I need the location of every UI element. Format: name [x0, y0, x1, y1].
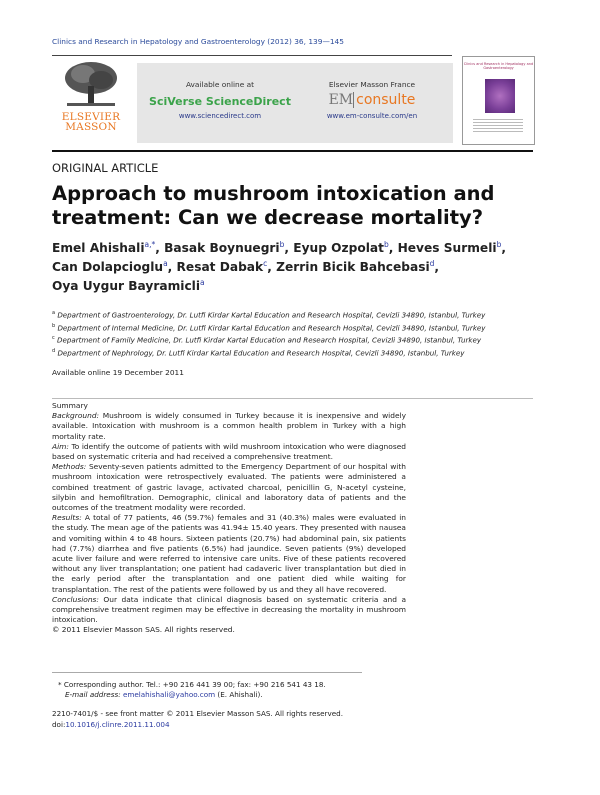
author: Heves Surmeli$^b$, [397, 240, 506, 256]
sciencedirect-logo: SciVerse ScienceDirect [149, 95, 291, 108]
emconsulte-link[interactable]: www.em-consulte.com/en [326, 112, 418, 120]
affiliation: $^a$ Department of Gastroenterology, Dr. Lutfi Kirdar Kartal Education and Research Hospital, Cevizli 34890, Istanbul, Turkey [52, 310, 486, 320]
abstract-aim: Aim: To identify the outcome of patients with wild mushroom intoxication who were diagnosed based on systematic criteria and had received a comprehensive treatment. [52, 441, 406, 462]
header-divider [52, 55, 452, 56]
issn-line: 2210-7401/$ - see front matter © 2011 Elsevier Masson SAS. All rights reserved. [52, 709, 344, 718]
cover-title: Clinics and Research in Hepatology and Gastroenterology [463, 62, 534, 70]
affiliation-list [52, 308, 486, 359]
emconsulte-logo [297, 92, 447, 108]
footnote-divider [52, 672, 362, 673]
header-thick-divider [52, 150, 533, 152]
availability-banner [137, 63, 453, 143]
elsevier-masson-logo [58, 60, 124, 144]
available-online-label: Available online at [185, 80, 255, 89]
author: Can Dolapcioglu$^a$, [52, 259, 177, 275]
email-line: E-mail address: emelahishali@yahoo.com (E. Ahishali). [65, 690, 263, 700]
corresponding-author-footnote [58, 680, 326, 701]
issn-doi-block [52, 708, 343, 730]
sciencedirect-block [145, 80, 295, 120]
author: Oya Uygur Bayramicli$^a$ [52, 278, 205, 294]
logo-word-masson: MASSON [65, 121, 117, 133]
corresponding-contact: * Corresponding author. Tel.: +90 216 441 39 00; fax: +90 216 541 43 18. [58, 680, 326, 689]
author: Emel Ahishali$^{a,*}$, [52, 240, 165, 256]
abstract-background: Background: Mushroom is widely consumed in Turkey because it is inexpensive and widely available. Intoxication with mushroom is a common health problem in Turkey with a high mortality rate. [52, 411, 406, 441]
affiliation: $^c$ Department of Family Medicine, Dr. Lutfi Kirdar Kartal Education and Research Hospital, Cevizli 34890, Istanbul, Turkey [52, 335, 482, 345]
cover-image [485, 79, 515, 113]
journal-cover-thumbnail [462, 56, 535, 145]
article-title: Approach to mushroom intoxication and treatment: Can we decrease mortality? [52, 182, 495, 229]
author: Eyup Ozpolat$^b$, [293, 240, 398, 256]
email-link[interactable]: emelahishali@yahoo.com [122, 690, 216, 700]
consulte-logo-text: consulte [353, 92, 415, 108]
abstract [52, 401, 406, 636]
abstract-copyright: © 2011 Elsevier Masson SAS. All rights reserved. [52, 625, 235, 635]
affiliation: $^d$ Department of Nephrology, Dr. Lutfi Kirdar Kartal Education and Research Hospital, Cevizli 34890, Istanbul, Turkey [52, 347, 465, 358]
author: Basak Boynuegri$^b$, [164, 240, 294, 256]
summary-divider [52, 398, 533, 399]
summary-heading: Summary [52, 401, 88, 410]
doi-link[interactable]: 10.1016/j.clinre.2011.11.004 [65, 720, 170, 729]
author: Zerrin Bicik Bahcebasi$^d$, [276, 259, 440, 275]
em-publisher-label: Elsevier Masson France [328, 80, 416, 89]
doi-line: doi:10.1016/j.clinre.2011.11.004 [52, 720, 170, 729]
journal-citation: Clinics and Research in Hepatology and Gastroenterology (2012) 36, 139—145 [52, 37, 344, 46]
author: Resat Dabak$^c$, [176, 259, 277, 275]
sciencedirect-link[interactable]: www.sciencedirect.com [178, 112, 262, 120]
elsevier-tree-icon [61, 60, 121, 108]
email-label: E-mail address: [65, 690, 121, 700]
available-online-date: Available online 19 December 2011 [52, 368, 184, 377]
article-type: ORIGINAL ARTICLE [52, 161, 159, 175]
cover-text-lines [473, 119, 523, 133]
emconsulte-block [297, 80, 447, 120]
logo-word-elsevier: ELSEVIER [61, 111, 121, 123]
abstract-results: Results: A total of 77 patients, 46 (59.7%) females and 31 (40.3%) males were evaluated in the study. The mean age of the patients was 41.94± 15.40 years. They presented with nausea and vomiting within 4 to 48 hours. Sixteen patients (20.7%) had abdominal pain, six patients had (7.7%) diarrhea and five patients (6.5%) had jaundice. Seven patients (9%) developed acute liver failure and were referred to intensive care units. Five of these patients recovered without any liver transplantation; one patient had cadaveric liver transplantation but died in the early period after the transplantation and one patient died while waiting for transplantation. The rest of the patients were followed by us and they all have recovered. [52, 513, 406, 594]
affiliation: $^b$ Department of Internal Medicine, Dr. Lutfi Kirdar Kartal Education and Research Hospital, Cevizli 34890, Istanbul, Turkey [52, 322, 486, 333]
author-list [52, 237, 542, 294]
em-logo-text: EM [328, 92, 354, 108]
abstract-methods: Methods: Seventy-seven patients admitted to the Emergency Department of our hospital with mushroom intoxication were retrospectively evaluated. The patients were administered a combined treatment of gastric lavage, activated charcoal, penicillin G, N-acetyl cysteine, silybin and hemofiltration. Demographic, clinical and laboratory data of patients and the outcomes of the treatment modality were recorded. [52, 462, 406, 513]
abstract-conclusions: Conclusions: Our data indicate that clinical diagnosis based on systematic criteria and a comprehensive treatment regimen may be effective in decreasing the mortality in mushroom intoxication. [52, 594, 406, 625]
